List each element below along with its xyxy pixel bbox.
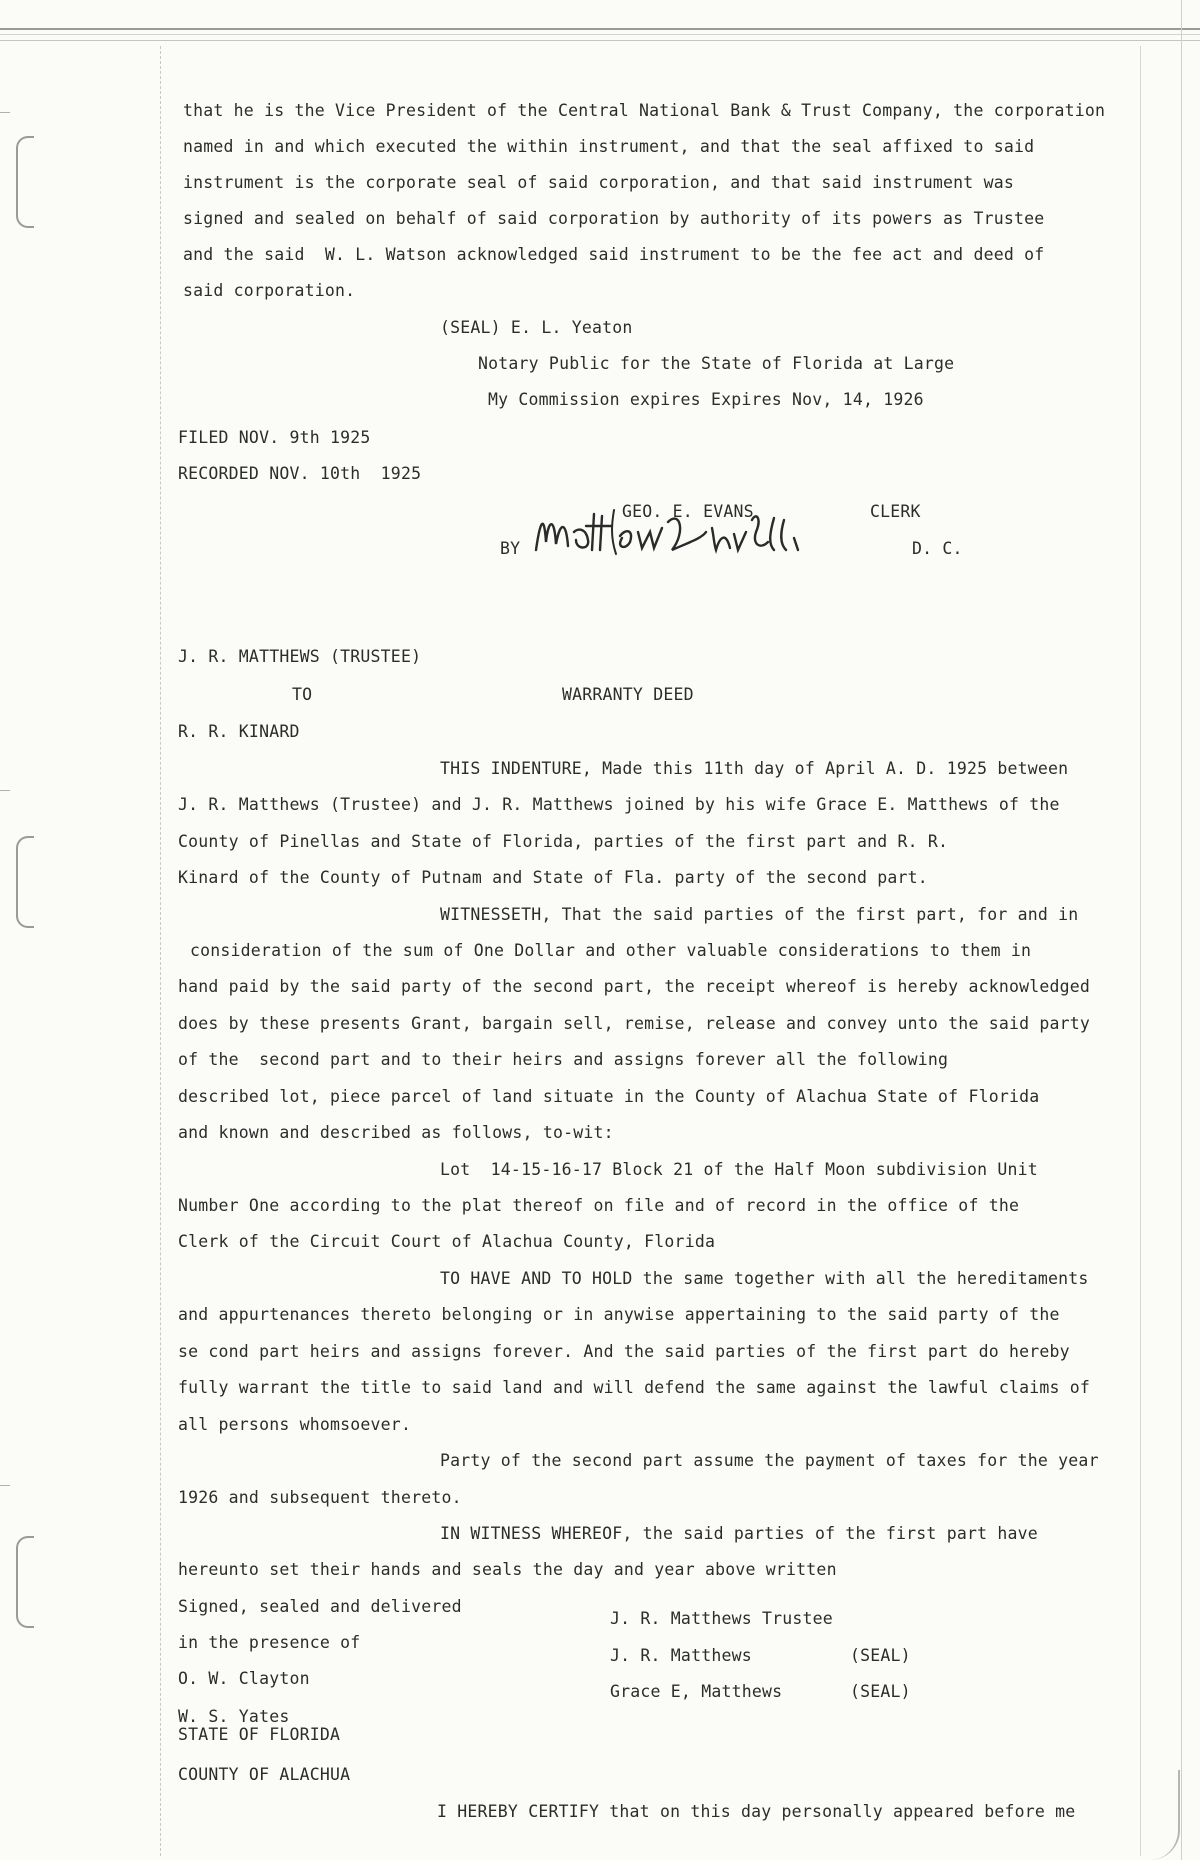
right-margin-line (1140, 46, 1141, 1856)
to-heading: TO (292, 685, 313, 704)
clerk-name: GEO. E. EVANS (622, 502, 754, 521)
document-type: WARRANTY DEED (562, 685, 694, 704)
deputy-clerk-label: D. C. (912, 539, 963, 558)
deed-line: hereunto set their hands and seals the day and year above written (178, 1560, 837, 1579)
deed-line: TO HAVE AND TO HOLD the same together with all the hereditaments (440, 1269, 1089, 1288)
deed-line: of the second part and to their heirs and assigns forever all the following (178, 1050, 949, 1069)
notary-title: Notary Public for the State of Florida at Large (478, 354, 955, 373)
cont-line-6: said corporation. (183, 281, 356, 300)
deputy-clerk-signature (530, 492, 880, 572)
cont-line-1: that he is the Vice President of the Central National Bank & Trust Company, the corporation (183, 101, 1106, 120)
seal-mark: (SEAL) (850, 1682, 911, 1701)
witness-name: W. S. Yates (178, 1707, 290, 1726)
deed-line: all persons whomsoever. (178, 1415, 412, 1434)
witness-intro-1: Signed, sealed and delivered (178, 1597, 462, 1616)
recorded-date: RECORDED NOV. 10th 1925 (178, 464, 422, 483)
cont-line-4: signed and sealed on behalf of said corporation by authority of its powers as Trustee (183, 209, 1045, 228)
margin-tick (0, 790, 10, 791)
page-edge (1181, 0, 1182, 1860)
seal-mark: (SEAL) (850, 1646, 911, 1665)
deed-line: J. R. Matthews (Trustee) and J. R. Matthews joined by his wife Grace E. Matthews of the (178, 795, 1060, 814)
deed-line: consideration of the sum of One Dollar and other valuable considerations to them in (190, 941, 1032, 960)
notary-commission: My Commission expires Expires Nov, 14, 1926 (488, 390, 924, 409)
signatory-1: J. R. Matthews Trustee (610, 1609, 833, 1628)
by-label: BY (500, 539, 521, 558)
deed-line: Number One according to the plat thereof on file and of record in the office of the (178, 1196, 1020, 1215)
cont-line-3: instrument is the corporate seal of said corporation, and that said instrument was (183, 173, 1014, 192)
deed-line: WITNESSETH, That the said parties of the first part, for and in (440, 905, 1079, 924)
grantor-heading: J. R. MATTHEWS (TRUSTEE) (178, 647, 422, 666)
margin-tick (0, 112, 10, 113)
deed-line: does by these presents Grant, bargain sell, remise, release and convey unto the said party (178, 1014, 1091, 1033)
grantee-heading: R. R. KINARD (178, 722, 300, 741)
filed-date: FILED NOV. 9th 1925 (178, 428, 371, 447)
witness-name: O. W. Clayton (178, 1669, 310, 1688)
deed-line: 1926 and subsequent thereto. (178, 1488, 462, 1507)
deed-line: and known and described as follows, to-wit: (178, 1123, 614, 1142)
deed-line: Party of the second part assume the payment of taxes for the year (440, 1451, 1099, 1470)
notary-seal-line: (SEAL) E. L. Yeaton (440, 318, 633, 337)
deed-line: se cond part heirs and assigns forever. And the said parties of the first part do hereby (178, 1342, 1070, 1361)
deed-line: described lot, piece parcel of land situate in the County of Alachua State of Florida (178, 1087, 1040, 1106)
deed-line: fully warrant the title to said land and will defend the same against the lawful claims of (178, 1378, 1091, 1397)
binder-hole-middle (16, 836, 34, 928)
page-corner-curl (1148, 1770, 1180, 1860)
left-margin-line (160, 46, 161, 1856)
deed-line: IN WITNESS WHEREOF, the said parties of the first part have (440, 1524, 1038, 1543)
certification-line: I HEREBY CERTIFY that on this day personally appeared before me (437, 1802, 1076, 1821)
deed-line: and appurtenances thereto belonging or in anywise appertaining to the said party of the (178, 1305, 1060, 1324)
deed-line: THIS INDENTURE, Made this 11th day of April A. D. 1925 between (440, 759, 1069, 778)
cont-line-2: named in and which executed the within instrument, and that the seal affixed to said (183, 137, 1035, 156)
cont-line-5: and the said W. L. Watson acknowledged said instrument to be the fee act and deed of (183, 245, 1045, 264)
top-rule-secondary (0, 34, 1200, 35)
deed-line: Lot 14-15-16-17 Block 21 of the Half Moon subdivision Unit (440, 1160, 1038, 1179)
deed-line: hand paid by the said party of the second part, the receipt whereof is hereby acknowledged (178, 977, 1091, 996)
venue-county: COUNTY OF ALACHUA (178, 1765, 351, 1784)
binder-hole-top (16, 136, 34, 228)
venue-state: STATE OF FLORIDA (178, 1725, 341, 1744)
signatory-2: J. R. Matthews (610, 1646, 752, 1665)
deed-line: County of Pinellas and State of Florida, parties of the first part and R. R. (178, 832, 949, 851)
deed-line: Kinard of the County of Putnam and State of Fla. party of the second part. (178, 868, 928, 887)
binder-hole-bottom (16, 1536, 34, 1628)
clerk-title: CLERK (870, 502, 921, 521)
deed-line: Clerk of the Circuit Court of Alachua County, Florida (178, 1232, 716, 1251)
margin-tick (0, 1485, 10, 1486)
signatory-3: Grace E, Matthews (610, 1682, 783, 1701)
witness-intro-2: in the presence of (178, 1633, 361, 1652)
